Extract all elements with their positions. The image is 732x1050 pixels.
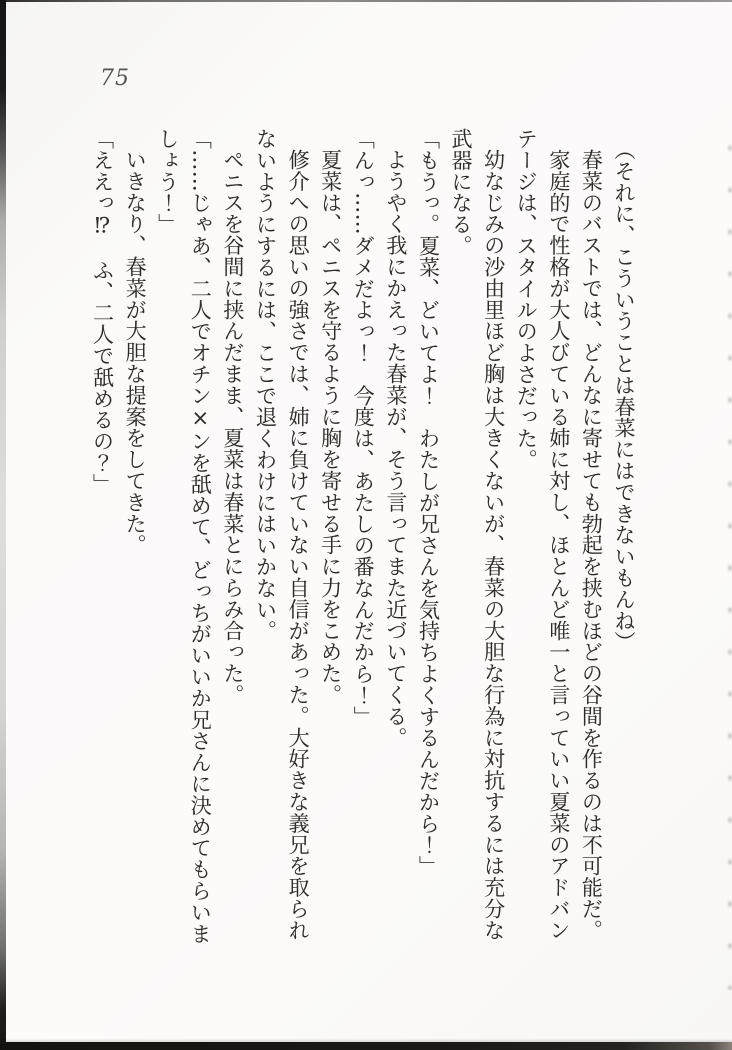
paragraph-dialogue: 「もうっ。夏菜、どいてよ！ わたしが兄さんを気持ちよくするんだから！」 <box>416 128 441 877</box>
paragraph-narrative: ペニスを谷間に挟んだまま、夏菜は春菜とにらみ合った。 <box>220 149 245 706</box>
scan-edge-marks <box>728 110 732 990</box>
paragraph-thought: （それに、こういうことは春菜にはできないもんね） <box>612 139 636 653</box>
paragraph-narrative: いきなり、春菜が大胆な提案をしてきた。 <box>123 149 148 556</box>
paragraph-dialogue: 「んっ……ダメだよっ！ 今度は、あたしの番なんだから！」 <box>351 128 376 728</box>
scan-edge-left <box>0 0 6 1050</box>
paragraph-narrative: 修介への思いの強さでは、姉に負けていない自信があった。大好きな義兄を取られないようにするには、ここで退くわけにはいかない。 <box>253 128 311 941</box>
page-number: 75 <box>100 66 130 91</box>
body-text <box>86 128 640 947</box>
paragraph-narrative: 幼なじみの沙由里ほど胸は大きくないが、春菜の大胆な行為に対抗するには充分な武器になる。 <box>449 128 506 941</box>
paragraph-narrative: ようやく我にかえった春菜が、そう言ってまた近づいてくる。 <box>383 149 408 749</box>
paragraph-dialogue: 「ええっ⁉ ふ、二人で舐めるの？」 <box>90 128 115 495</box>
scan-edge-top <box>0 0 732 2</box>
paragraph-narrative: 家庭的で性格が大人びている姉に対し、ほとんど唯一と言っていい夏菜のアドバンテージは、スタイルのよさだった。 <box>514 128 571 941</box>
paragraph-dialogue: 「……じゃあ、二人でオチン×ンを舐めて、どっちがいいか兄さんに決めてもらいましょう！」 <box>155 128 213 945</box>
paragraph-narrative: 春菜のバストでは、どんなに寄せても勃起を挟むほどの谷間を作るのは不可能だ。 <box>579 149 604 941</box>
scan-edge-bottom <box>0 1042 732 1050</box>
paragraph-narrative: 夏菜は、ペニスを守るように胸を寄せる手に力をこめた。 <box>318 149 343 706</box>
